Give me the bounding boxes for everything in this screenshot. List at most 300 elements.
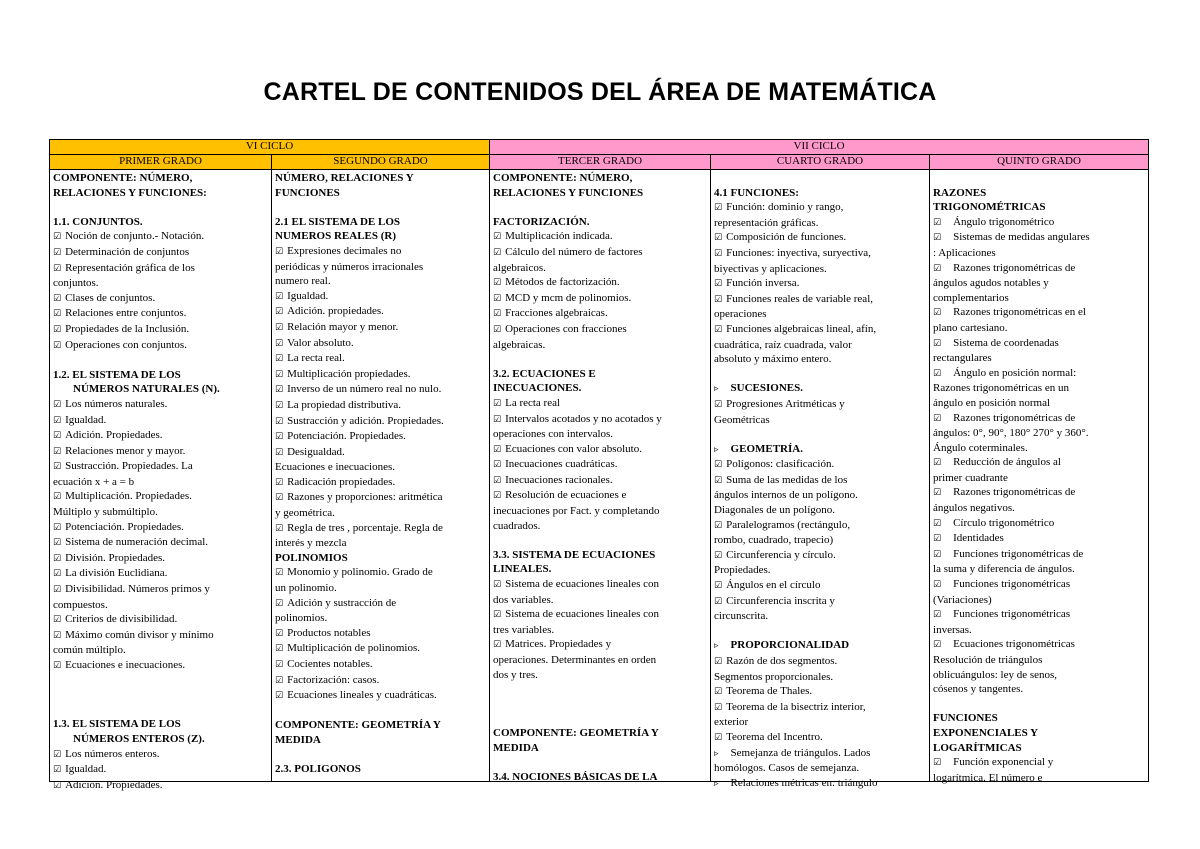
content-line	[275, 657, 486, 673]
content-line-text: Teorema de la bisectriz interior,	[726, 700, 866, 713]
content-line-text: FUNCIONES	[275, 186, 340, 199]
checkbox-icon: ☑	[714, 248, 723, 259]
content-line	[933, 396, 1145, 411]
content-line	[933, 336, 1145, 352]
content-line-text: Funciones reales de variable real,	[726, 292, 873, 305]
content-line-text: COMPONENTE: NÚMERO,	[493, 172, 633, 184]
content-line-text: La propiedad distributiva.	[287, 398, 402, 411]
vi-ciclo-header: VI CICLO	[50, 140, 490, 155]
content-line-text: Funciones trigonométricas	[953, 608, 1071, 621]
content-line	[275, 688, 486, 704]
checkbox-icon: ☑	[493, 460, 502, 471]
content-line-text: algebraicas.	[493, 338, 546, 351]
content-line-text: operaciones	[714, 308, 767, 321]
checkbox-icon: ☑	[714, 687, 723, 698]
content-line	[53, 261, 268, 277]
content-line-text: rombo, cuadrado, trapecio)	[714, 534, 834, 547]
content-line-text: Adición. propiedades.	[287, 305, 384, 318]
content-line	[714, 352, 926, 367]
checkbox-icon: ☑	[714, 324, 723, 335]
content-line-text: Operaciones con conjuntos.	[65, 338, 187, 351]
content-line-text: NUMEROS REALES (R)	[275, 230, 397, 243]
content-line-text: COMPONENTE: NÚMERO,	[53, 172, 193, 184]
content-line	[53, 566, 268, 582]
content-line	[493, 488, 707, 504]
content-line-text: Razones trigonométricas de	[953, 411, 1076, 424]
checkbox-icon: ☑	[53, 492, 62, 503]
content-line	[493, 755, 707, 770]
content-line	[933, 366, 1145, 382]
content-line-text: Funciones algebraicas lineal, afín,	[726, 322, 877, 335]
content-line-text: Los números enteros.	[65, 747, 160, 760]
content-line-text: Ángulo coterminales.	[933, 441, 1028, 454]
content-line	[275, 490, 486, 506]
content-line-text: RELACIONES Y FUNCIONES:	[53, 186, 207, 199]
content-line-text: 1.3. EL SISTEMA DE LOS	[53, 718, 181, 731]
content-line-text: circunscrita.	[714, 610, 769, 623]
checkbox-icon: ☑	[275, 432, 284, 443]
content-line	[714, 503, 926, 518]
content-line	[53, 186, 268, 201]
checkbox-icon: ☑	[714, 294, 723, 305]
content-line-text: Teorema de Thales.	[726, 685, 813, 698]
content-line	[933, 321, 1145, 336]
content-line-text: 2.3. POLIGONOS	[275, 763, 361, 776]
content-line-text: Sustracción. Propiedades. La	[65, 460, 193, 473]
content-line-text: primer cuadrante	[933, 471, 1008, 484]
content-line-text: Segmentos proporcionales.	[714, 670, 834, 683]
content-line	[714, 413, 926, 428]
content-line	[275, 460, 486, 475]
content-line-text: 4.1 FUNCIONES:	[714, 186, 799, 199]
content-line-text: Paralelogramos (rectángulo,	[726, 518, 851, 531]
content-line	[275, 304, 486, 320]
content-line-text: INECUACIONES.	[493, 382, 582, 395]
content-line-text: Igualdad.	[65, 413, 107, 426]
content-line	[53, 612, 268, 628]
grade-header-primer: PRIMER GRADO	[50, 155, 272, 170]
content-line-text: biyectivas y aplicaciones.	[714, 262, 827, 275]
content-line	[275, 414, 486, 430]
content-line	[493, 186, 707, 201]
content-line-text: un polinomio.	[275, 582, 337, 595]
content-line	[275, 506, 486, 521]
content-line	[493, 653, 707, 668]
content-line-text: Ecuaciones con valor absoluto.	[505, 442, 642, 455]
content-line	[933, 516, 1145, 532]
checkbox-icon: ☑	[275, 523, 284, 534]
content-line-text: Circunferencia inscrita y	[726, 594, 835, 607]
checkbox-icon: ☑	[275, 246, 284, 257]
checkbox-icon: ☑	[493, 309, 502, 320]
content-line	[275, 367, 486, 383]
checkbox-icon: ☑	[714, 657, 723, 667]
checkbox-icon: ☑	[53, 232, 62, 243]
content-line-text: División. Propiedades.	[65, 551, 165, 564]
checkbox-icon: ☑	[53, 749, 62, 760]
content-line	[714, 638, 926, 654]
checkbox-icon: ☑	[53, 553, 62, 564]
content-line-text: rectangulares	[933, 352, 992, 365]
content-line-text: Igualdad.	[65, 763, 107, 776]
checkbox-icon: ☑	[53, 415, 62, 426]
content-line	[493, 726, 707, 741]
content-line	[53, 658, 268, 674]
content-line	[714, 533, 926, 548]
content-line	[275, 186, 486, 201]
content-line-text: Razones trigonométricas de	[953, 261, 1076, 274]
content-line-text: algebraicos.	[493, 261, 546, 274]
checkbox-icon: ☑	[714, 399, 723, 410]
content-line-text: La recta real.	[287, 352, 345, 365]
content-line-text: Los números naturales.	[65, 397, 168, 410]
content-line	[933, 215, 1145, 231]
content-line	[933, 577, 1145, 593]
checkbox-icon: ☑	[275, 598, 284, 609]
content-line	[714, 548, 926, 564]
content-line	[493, 668, 707, 683]
content-line	[493, 291, 707, 307]
content-line	[53, 368, 268, 383]
content-line-text: : Aplicaciones	[933, 246, 996, 259]
content-line-text: Cálculo del número de factores	[505, 245, 643, 258]
content-line-text: cuadrados.	[493, 519, 541, 532]
checkbox-icon: ☑	[493, 610, 502, 621]
content-line	[53, 505, 268, 520]
content-line-text: Círculo trigonométrico	[953, 516, 1055, 529]
content-line	[933, 261, 1145, 277]
content-line-text: Máximo común divisor y mínimo	[65, 628, 214, 641]
content-line	[493, 548, 707, 563]
content-line	[714, 322, 926, 338]
content-line-text: Adición y sustracción de	[287, 596, 397, 609]
column-tercer-grado	[490, 170, 711, 782]
content-line	[53, 413, 268, 429]
content-line	[275, 229, 486, 244]
checkbox-icon: ☑	[493, 293, 502, 304]
content-line-text: Igualdad.	[287, 289, 329, 302]
content-line	[933, 246, 1145, 261]
content-line-text: Relaciones menor y mayor.	[65, 444, 186, 457]
content-line	[714, 761, 926, 776]
content-line-text: Fracciones algebraicas.	[505, 307, 608, 320]
content-line	[493, 562, 707, 577]
content-line-text: Composición de funciones.	[726, 231, 847, 244]
content-line-text: Multiplicación indicada.	[505, 230, 613, 243]
content-line	[53, 717, 268, 732]
content-line-text: Ecuaciones trigonométricas	[953, 638, 1075, 651]
content-line	[275, 581, 486, 596]
content-line	[275, 274, 486, 289]
content-line-text: 3.2. ECUACIONES E	[493, 367, 596, 380]
content-line-text: 3.4. NOCIONES BÁSICAS DE LA	[493, 770, 658, 783]
checkbox-icon: ☑	[493, 278, 502, 289]
content-line-text: Razones trigonométricas en el	[953, 306, 1086, 319]
content-line	[714, 746, 926, 762]
content-line-text: Determinación de conjuntos	[65, 245, 190, 258]
content-line	[714, 442, 926, 458]
content-line-text: Circunferencia y círculo.	[726, 548, 836, 561]
content-line	[933, 501, 1145, 516]
content-line-text: Ecuaciones e inecuaciones.	[275, 461, 396, 474]
content-line	[493, 171, 707, 186]
content-line-text: Funciones trigonométricas	[953, 578, 1071, 591]
content-line	[275, 445, 486, 461]
checkbox-icon: ☑	[275, 400, 284, 411]
content-line	[714, 230, 926, 246]
content-line-text: inecuaciones por Fact. y completando	[493, 505, 660, 518]
content-line	[714, 670, 926, 685]
content-line-text: Polígonos: clasificación.	[726, 458, 835, 471]
content-line-text: RELACIONES Y FUNCIONES	[493, 186, 644, 199]
content-line-text: Razones y proporciones: aritmética	[287, 491, 443, 504]
checkbox-icon: ☑	[933, 458, 942, 469]
content-line-text: GEOMETRÍA.	[730, 442, 803, 455]
content-line	[933, 623, 1145, 638]
content-line	[275, 200, 486, 215]
content-line	[275, 762, 486, 777]
checkbox-icon: ☑	[53, 446, 62, 457]
content-line	[275, 336, 486, 352]
content-line-text: Diagonales de un polígono.	[714, 504, 835, 517]
content-line	[933, 741, 1145, 756]
checkbox-icon: ☑	[493, 414, 502, 425]
checkbox-icon: ☑	[493, 475, 502, 486]
checkbox-icon: ☑	[275, 385, 284, 396]
checkbox-icon: ☑	[714, 581, 723, 592]
content-line-text: absoluto y máximo entero.	[714, 353, 832, 366]
content-line-text: Divisibilidad. Números primos y	[65, 583, 210, 596]
checkbox-icon: ☑	[493, 398, 502, 409]
content-line	[53, 703, 268, 718]
checkbox-icon: ☑	[493, 640, 502, 651]
content-line-text: Multiplicación. Propiedades.	[65, 490, 192, 503]
content-line-text: 2.1 EL SISTEMA DE LOS	[275, 215, 401, 228]
content-line-text: Identidades	[953, 532, 1004, 545]
content-line-text: la suma y diferencia de ángulos.	[933, 563, 1075, 576]
checkbox-icon: ☑	[933, 640, 942, 651]
content-line-text: Inecuaciones racionales.	[505, 473, 613, 486]
content-line-text: Múltiplo y submúltiplo.	[53, 506, 158, 519]
checkbox-icon: ☑	[933, 413, 942, 424]
content-line	[275, 260, 486, 275]
content-line	[275, 626, 486, 642]
checkbox-icon: ☑	[275, 354, 284, 365]
content-line-text: Progresiones Aritméticas y	[726, 397, 845, 410]
content-line-text: Ángulos en el círculo	[726, 579, 821, 592]
checkbox-icon: ☑	[714, 203, 723, 214]
content-line-text: ángulos: 0°, 90°, 180° 270° y 360°.	[933, 427, 1089, 440]
content-line	[53, 628, 268, 644]
triangle-bullet-icon: ▹	[714, 778, 719, 789]
content-line-text: ángulos internos de un polígono.	[714, 489, 858, 502]
content-line-text: Resolución de ecuaciones e	[505, 489, 627, 502]
checkbox-icon: ☑	[493, 444, 502, 455]
content-line-text: Reducción de ángulos al	[953, 456, 1061, 469]
content-line-text: Geométricas	[714, 413, 770, 426]
content-line-text: Ángulo en posición normal:	[953, 366, 1077, 379]
content-line-text: común múltiplo.	[53, 644, 126, 657]
checkbox-icon: ☑	[714, 233, 723, 244]
checkbox-icon: ☑	[275, 322, 284, 333]
content-line	[714, 488, 926, 503]
content-line	[933, 351, 1145, 366]
content-line	[933, 426, 1145, 441]
content-line-text: logarítmica. El número e	[933, 771, 1043, 784]
checkbox-icon: ☑	[933, 338, 942, 349]
checkbox-icon: ☑	[933, 580, 942, 591]
content-line	[53, 215, 268, 230]
column-quinto-grado	[930, 170, 1149, 782]
content-line-text: Regla de tres , porcentaje. Regla de	[287, 521, 443, 534]
content-line-text: Operaciones con fracciones	[505, 322, 627, 335]
content-line	[493, 200, 707, 215]
content-line	[933, 726, 1145, 741]
content-line	[933, 547, 1145, 563]
content-line	[493, 427, 707, 442]
checkbox-icon: ☑	[275, 628, 284, 639]
checkbox-icon: ☑	[493, 232, 502, 243]
content-line	[53, 489, 268, 505]
content-line-text: Multiplicación de polinomios.	[287, 642, 420, 655]
content-line-text: Adición. Propiedades.	[65, 778, 163, 791]
triangle-bullet-icon: ▹	[714, 641, 719, 652]
content-line-text: 1.1. CONJUNTOS.	[53, 215, 143, 228]
checkbox-icon: ☑	[933, 549, 942, 560]
content-line	[275, 351, 486, 367]
checkbox-icon: ☑	[275, 369, 284, 380]
content-line	[275, 551, 486, 566]
content-line-text: MEDIDA	[275, 733, 321, 746]
content-line	[714, 609, 926, 624]
content-line-text: La división Euclidiana.	[65, 567, 168, 580]
content-line-text: Sistema de coordenadas	[953, 336, 1059, 349]
content-line	[493, 533, 707, 548]
content-line	[933, 485, 1145, 501]
content-line-text: PROPORCIONALIDAD	[730, 639, 850, 652]
content-line-text: Factorización: casos.	[287, 673, 380, 686]
content-line	[275, 641, 486, 657]
content-line-text: Función exponencial y	[953, 756, 1054, 769]
content-line-text: Expresiones decimales no	[287, 244, 402, 257]
content-line-text: Cocientes notables.	[287, 658, 373, 670]
content-line	[493, 322, 707, 338]
content-line	[53, 200, 268, 215]
triangle-bullet-icon: ▹	[714, 384, 719, 395]
triangle-bullet-icon: ▹	[714, 748, 719, 759]
checkbox-icon: ☑	[275, 338, 284, 349]
content-line	[933, 697, 1145, 712]
content-line-text: homólogos. Casos de semejanza.	[714, 762, 860, 775]
content-line-text: Valor absoluto.	[287, 336, 354, 349]
content-line-text: Ecuaciones lineales y cuadráticas.	[287, 689, 437, 702]
content-line	[933, 771, 1145, 786]
checkbox-icon: ☑	[53, 630, 62, 641]
content-line-text: Criterios de divisibilidad.	[65, 613, 178, 626]
content-line	[714, 216, 926, 231]
grade-header-cuarto: CUARTO GRADO	[711, 155, 930, 170]
checkbox-icon: ☑	[714, 279, 723, 290]
checkbox-icon: ☑	[933, 217, 942, 228]
content-line-text: plano cartesiano.	[933, 321, 1008, 334]
content-line-text: oblicuángulos: ley de senos,	[933, 668, 1058, 681]
content-line	[53, 291, 268, 307]
content-line	[714, 594, 926, 610]
content-line	[493, 637, 707, 653]
content-line-text: complementarios	[933, 291, 1009, 304]
content-line	[53, 428, 268, 444]
content-line	[493, 245, 707, 261]
checkbox-icon: ☑	[933, 368, 942, 379]
page-title: CARTEL DE CONTENIDOS DEL ÁREA DE MATEMÁTICA	[263, 78, 937, 106]
content-line	[714, 730, 926, 746]
contents-table	[49, 139, 1149, 791]
checkbox-icon: ☑	[933, 518, 942, 529]
content-line-text: tres variables.	[493, 623, 555, 636]
content-line	[275, 611, 486, 626]
content-line-text: operaciones. Determinantes en orden	[493, 654, 657, 666]
content-line	[53, 338, 268, 354]
content-line	[714, 563, 926, 578]
content-line	[53, 762, 268, 778]
checkbox-icon: ☑	[275, 447, 284, 458]
checkbox-icon: ☑	[493, 580, 502, 591]
content-line	[933, 276, 1145, 291]
checkbox-icon: ☑	[933, 308, 942, 319]
checkbox-icon: ☑	[53, 462, 62, 473]
content-line	[933, 441, 1145, 456]
content-line	[714, 457, 926, 473]
checkbox-icon: ☑	[275, 477, 284, 488]
content-line-text: dos variables.	[493, 593, 554, 606]
content-line	[714, 186, 926, 201]
content-line	[53, 444, 268, 460]
content-line-text: Desigualdad.	[287, 445, 345, 458]
grade-header-quinto: QUINTO GRADO	[930, 155, 1149, 170]
content-line	[275, 596, 486, 612]
content-line	[275, 673, 486, 689]
content-line-text: Sustracción y adición. Propiedades.	[287, 414, 444, 427]
content-line-text: MCD y mcm de polinomios.	[505, 291, 632, 304]
checkbox-icon: ☑	[275, 644, 284, 655]
checkbox-icon: ☑	[714, 732, 723, 743]
checkbox-icon: ☑	[53, 293, 62, 304]
checkbox-icon: ☑	[493, 491, 502, 502]
content-line	[714, 276, 926, 292]
content-line-text: Teorema del Incentro.	[726, 730, 823, 743]
content-line	[53, 535, 268, 551]
content-line-text: LOGARÍTMICAS	[933, 741, 1022, 754]
content-line-text: Ecuaciones e inecuaciones.	[65, 659, 186, 671]
checkbox-icon: ☑	[53, 585, 62, 596]
vii-ciclo-header: VII CICLO	[490, 140, 1149, 155]
content-line	[493, 682, 707, 697]
content-line	[275, 244, 486, 260]
content-line-text: SUCESIONES.	[730, 382, 803, 395]
content-line	[714, 578, 926, 594]
content-line	[275, 398, 486, 414]
content-line	[493, 593, 707, 608]
content-line-text: Métodos de factorización.	[505, 276, 620, 289]
checkbox-icon: ☑	[714, 460, 723, 471]
content-line-text: NÚMERO, RELACIONES Y	[275, 172, 414, 184]
content-line-text: MEDIDA	[493, 741, 539, 754]
content-line	[933, 562, 1145, 577]
checkbox-icon: ☑	[53, 522, 62, 533]
content-line	[714, 200, 926, 216]
content-line	[53, 732, 268, 747]
content-line-text: LINEALES.	[493, 563, 552, 576]
